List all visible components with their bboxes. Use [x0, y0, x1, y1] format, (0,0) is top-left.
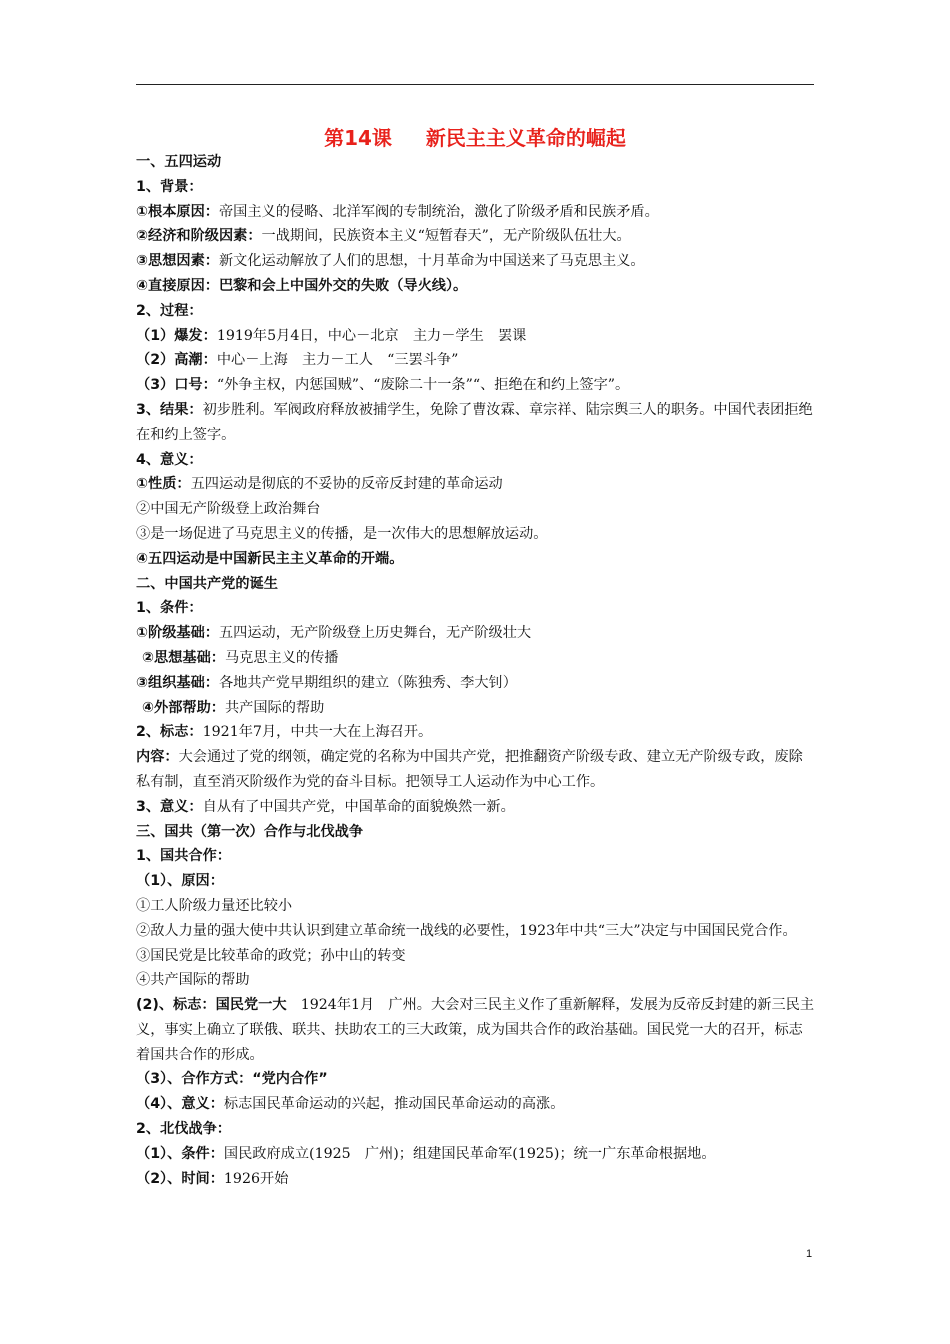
- expedition-conditions: （1）、条件：国民政府成立(1925 广州)；组建国民革命军(1925)；统一广东革命根据地。: [136, 1145, 716, 1162]
- background-item-2: ②经济和阶级因素：一战期间，民族资本主义“短暂春天”，无产阶级队伍壮大。: [136, 228, 631, 245]
- subheading-conditions: 1、条件：: [136, 600, 203, 617]
- subheading-background: 1、背景：: [136, 178, 203, 195]
- expedition-time: （2）、时间：1926开始: [136, 1170, 289, 1187]
- subheading-significance: 4、意义：: [136, 451, 203, 468]
- reason-item-2: ②敌人力量的强大使中共认识到建立革命统一战线的必要性，1923年中共“三大”决定与中国国民党合作。: [136, 922, 797, 939]
- result-paragraph: 3、结果：初步胜利。军阀政府释放被捕学生，免除了曹汝霖、章宗祥、陆宗舆三人的职务。中国代表团拒绝在和约上签字。: [136, 401, 813, 443]
- process-item-3: （3）口号：“外争主权，内惩国贼”、“废除二十一条”“、拒绝在和约上签字”。: [136, 377, 630, 394]
- founding-content: 内容：大会通过了党的纲领，确定党的名称为中国共产党，把推翻资产阶级专政、建立无产阶级专政，废除私有制，直至消灭阶级作为党的奋斗目标。把领导工人运动作为中心工作。: [136, 749, 803, 790]
- reason-item-3: ③国民党是比较革命的政党；孙中山的转变: [136, 947, 406, 964]
- page-title: [0, 124, 950, 152]
- founding-mark: 2、标志：1921年7月，中共一大在上海召开。: [136, 724, 433, 741]
- process-item-2: （2）高潮：中心－上海 主力－工人 “三罢斗争”: [136, 352, 459, 369]
- subheading-process: 2、过程：: [136, 302, 203, 319]
- cooperation-mark: (2)、标志：国民党一大 1924年1月 广州。大会对三民主义作了重新解释，发展为反帝反封建的新三民主义，事实上确立了联俄、联共、扶助农工的三大政策，成为国共合作的政治基础。国民党一大的召开，标志着国共合作的形成。: [136, 997, 815, 1063]
- document-body: [136, 150, 816, 1191]
- condition-item-4: ④外部帮助：共产国际的帮助: [142, 699, 325, 716]
- page-number: 1: [806, 1248, 813, 1260]
- founding-significance: 3、意义：自从有了中国共产党，中国革命的面貌焕然一新。: [136, 798, 515, 815]
- header-rule: [136, 84, 814, 85]
- cooperation-significance: （4）、意义：标志国民革命运动的兴起，推动国民革命运动的高涨。: [136, 1096, 565, 1113]
- condition-item-1: ①阶级基础：五四运动，无产阶级登上历史舞台，无产阶级壮大: [136, 625, 532, 642]
- significance-item-3: ③是一场促进了马克思主义的传播，是一次伟大的思想解放运动。: [136, 525, 548, 542]
- reason-item-4: ④共产国际的帮助: [136, 972, 250, 989]
- section-heading-3: 三、国共（第一次）合作与北伐战争: [136, 823, 364, 840]
- background-item-3: ③思想因素：新文化运动解放了人们的思想，十月革命为中国送来了马克思主义。: [136, 253, 645, 270]
- significance-item-2: ②中国无产阶级登上政治舞台: [136, 501, 321, 518]
- process-item-1: （1）爆发：1919年5月4日，中心－北京 主力－学生 罢课: [136, 327, 527, 344]
- cooperation-mode: （3）、合作方式：“党内合作”: [136, 1071, 328, 1088]
- condition-item-3: ③组织基础：各地共产党早期组织的建立（陈独秀、李大钊）: [136, 674, 517, 691]
- lesson-name: 新民主主义革命的崛起: [425, 126, 626, 150]
- subheading-northern-expedition: 2、北伐战争：: [136, 1121, 231, 1138]
- subheading-reasons: （1）、原因：: [136, 873, 224, 890]
- condition-item-2: ②思想基础：马克思主义的传播: [142, 649, 339, 666]
- background-item-1: ①根本原因：帝国主义的侵略、北洋军阀的专制统治，激化了阶级矛盾和民族矛盾。: [136, 203, 659, 220]
- significance-item-4: ④五四运动是中国新民主主义革命的开端。: [136, 550, 404, 567]
- lesson-number: 第14课: [324, 126, 392, 150]
- significance-item-1: ①性质：五四运动是彻底的不妥协的反帝反封建的革命运动: [136, 476, 503, 493]
- reason-item-1: ①工人阶级力量还比较小: [136, 897, 293, 914]
- background-item-4: ④直接原因：巴黎和会上中国外交的失败（导火线）。: [136, 277, 468, 294]
- section-heading-1: 一、五四运动: [136, 154, 222, 170]
- section-heading-2: 二、中国共产党的诞生: [136, 575, 278, 592]
- subheading-cooperation: 1、国共合作：: [136, 848, 231, 865]
